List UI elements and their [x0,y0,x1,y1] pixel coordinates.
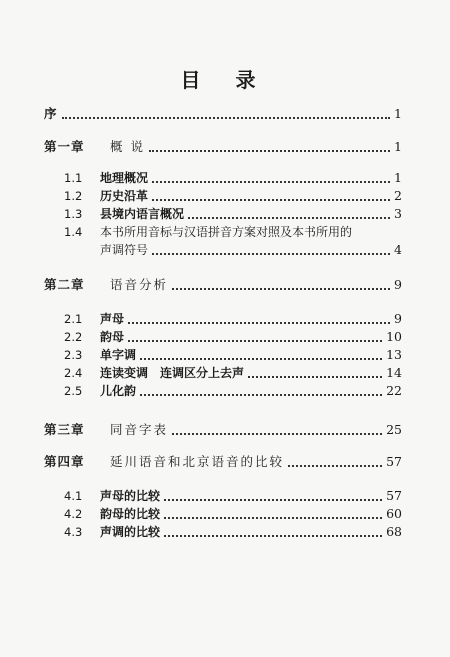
toc-entry-section [0,364,450,382]
leader-dots [164,534,382,537]
leader-dots [164,516,382,519]
toc-entry-section [0,505,450,523]
toc-entry-section [0,382,450,400]
entry-number: 4.1 [64,489,83,503]
entry-number: 第四章 [44,454,85,469]
entry-label: 语音分析 [110,277,169,292]
entry-page: 57 [386,454,402,469]
leader-dots [140,357,382,360]
entry-label: 历史沿革 [100,189,149,203]
entry-page: 25 [386,422,402,437]
entry-page: 2 [394,188,402,203]
entry-number: 4.2 [64,507,83,521]
toc-entry-section [0,310,450,328]
toc-entry-section [0,169,450,187]
entry-page: 57 [386,488,402,503]
toc-entry-section [0,346,450,364]
entry-label: 地理概况 [100,171,149,185]
entry-number: 1.2 [64,189,83,203]
entry-number: 4.3 [64,525,83,539]
entry-label: 县境内语言概况 [100,207,185,221]
entry-page: 10 [386,329,402,344]
leader-dots [149,149,390,152]
toc-entry-section [0,187,450,205]
leader-dots [62,116,391,119]
leader-dots [152,252,390,255]
entry-number: 2.5 [64,384,83,398]
toc-entry-section [0,328,450,346]
entry-page: 1 [394,106,402,121]
entry-label: 同音字表 [110,422,169,437]
leader-dots [128,339,382,342]
entry-number: 2.2 [64,330,83,344]
entry-label: 本书所用音标与汉语拼音方案对照及本书所用的 [100,225,353,239]
entry-label: 声母 [100,312,125,326]
entry-page: 60 [386,506,402,521]
leader-dots [152,198,390,201]
entry-number: 1.4 [64,225,83,239]
leader-dots [164,498,382,501]
entry-label: 单字调 [100,348,137,362]
toc-entry-chapter-1 [0,138,450,156]
leader-dots [152,180,390,183]
entry-page: 3 [394,206,402,221]
entry-number: 2.3 [64,348,83,362]
entry-label: 延川语音和北京语音的比较 [110,454,285,469]
toc-entry-chapter-2 [0,276,450,294]
entry-page: 13 [386,347,402,362]
entry-number: 第三章 [44,422,85,437]
leader-dots [128,321,390,324]
entry-label: 声调的比较 [100,525,161,539]
entry-page: 1 [394,139,402,154]
entry-label-continued: 声调符号 [100,243,149,257]
entry-label: 声母的比较 [100,489,161,503]
entry-page: 14 [386,365,402,380]
entry-number: 第二章 [44,277,85,292]
entry-label: 概 说 [110,139,145,154]
toc-entry-chapter-3 [0,421,450,439]
entry-page: 68 [386,524,402,539]
entry-label: 韵母 [100,330,125,344]
page-title: 目 录 [180,68,270,92]
toc-entry-section-continued [0,241,450,259]
entry-number: 序 [44,106,58,121]
leader-dots [172,287,390,290]
leader-dots [248,375,382,378]
toc-entry-section [0,487,450,505]
entry-number: 1.3 [64,207,83,221]
leader-dots [140,393,382,396]
entry-number: 第一章 [44,139,85,154]
leader-dots [172,432,382,435]
entry-number: 2.4 [64,366,83,380]
entry-page: 9 [394,311,402,326]
leader-dots [288,464,382,467]
entry-label: 连读变调 连调区分上去声 [100,366,245,380]
entry-page: 4 [394,242,402,257]
entry-number: 1.1 [64,171,83,185]
entry-label: 韵母的比较 [100,507,161,521]
entry-page: 22 [386,383,402,398]
entry-number: 2.1 [64,312,83,326]
leader-dots [188,216,390,219]
entry-page: 1 [394,170,402,185]
toc-entry-section [0,523,450,541]
entry-page: 9 [394,277,402,292]
entry-label: 儿化韵 [100,384,137,398]
toc-entry-section [0,223,450,241]
toc-entry-chapter-4 [0,453,450,471]
toc-entry-section [0,205,450,223]
toc-entry-preface [0,105,450,123]
